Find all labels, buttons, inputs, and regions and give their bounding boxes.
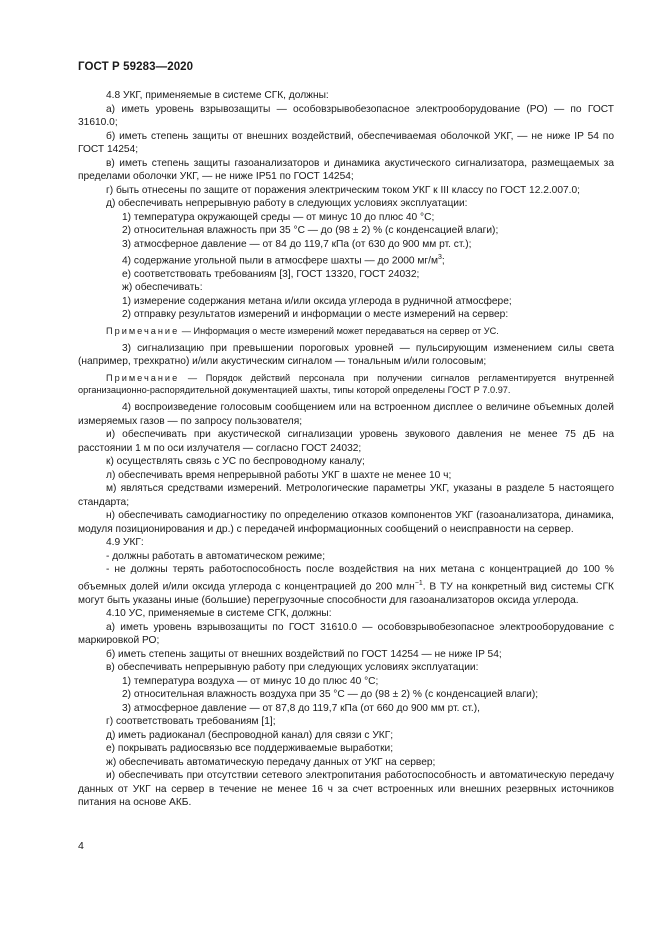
note-2-label: Примечание [106, 372, 180, 383]
item-4-8-zh-2: 2) отправку результатов измерений и информации о месте измерений на сервер: [122, 309, 509, 321]
item-4-8-zh-1: 1) измерение содержания метана и/или оксида углерода в рудничной атмосфере; [122, 295, 512, 307]
item-4-10-i: и) обеспечивать при отсутствии сетевого электропитания работоспособность и автоматическую передачу данных от УКГ на сервер в течение не менее 16 ч за счет встроенных или внешних резервных источников питания на основе АКБ. [78, 770, 614, 809]
note-1: Примечание — Информация о месте измерений может передаваться на сервер от УС. [106, 325, 499, 336]
item-4-9-2: - не должны терять работоспособность после воздействия на них метана с концентрацией до 100 % объемных долей и/или оксида углерода с концентрацией до 200 млн$^{-1}$. В ТУ на конкретный вид системы СГК могут быть указаны иные (большие) перегрузочные способности для газоанализаторов оксида углерода. [78, 564, 614, 606]
item-4-10-d: д) иметь радиоканал (беспроводной канал) для связи с УКГ; [106, 729, 394, 741]
item-4-8-d: д) обеспечивать непрерывную работу в следующих условиях эксплуатации: [106, 198, 468, 209]
item-4-8-n: н) обеспечивать самодиагностику по определению отказов компонентов УКГ (газоанализатора, динамика, модуля позиционирования и др.) с передачей информационных сообщений о неисправности на сервер. [78, 510, 614, 535]
section-4-9-title: 4.9 УКГ: [106, 537, 144, 549]
item-4-8-b: б) иметь степень защиты от внешних воздействий, обеспечиваемая оболочкой УКГ, — не ниже IP 54 по ГОСТ 14254; [78, 130, 614, 155]
item-4-10-b: б) иметь степень защиты от внешних воздействий по ГОСТ 14254 — не ниже IP 54; [106, 648, 502, 660]
item-4-10-e: е) покрывать радиосвязью все поддерживаемые выработки; [106, 743, 394, 755]
item-4-8-i: и) обеспечивать при акустической сигнализации уровень звукового давления не менее 75 дБ на расстоянии 1 м по оси излучателя — согласно ГОСТ 24032; [78, 429, 614, 454]
item-4-10-v-2: 2) относительная влажность воздуха при 35 °С — до (98 ± 2) % (с конденсацией влаги); [122, 689, 539, 701]
item-4-8-d-1: 1) температура окружающей среды — от минус 10 до плюс 40 °С; [122, 211, 435, 223]
section-4-8-title: 4.8 УКГ, применяемые в системе СГК, должны: [106, 90, 329, 101]
item-4-8-zh-4: 4) воспроизведение голосовым сообщением или на встроенном дисплее о величине объемных долей измеряемых газов — по запросу пользователя; [78, 402, 614, 427]
item-4-10-v-1: 1) температура воздуха — от минус 10 до плюс 40 °С; [122, 675, 379, 687]
item-4-8-g: г) быть отнесены по защите от поражения электрическим током УКГ к III классу по ГОСТ 12.2.007.0; [106, 184, 581, 196]
item-4-8-l: л) обеспечивать время непрерывной работы УКГ в шахте не менее 10 ч; [106, 469, 452, 481]
note-2: Примечание — Порядок действий персонала при получении сигналов регламентируется внутренней организационно-распорядительной документацией шахты, типы которой определены ГОСТ Р 7.0.97. [78, 372, 614, 396]
section-4-10-title: 4.10 УС, применяемые в системе СГК, должны: [106, 608, 332, 620]
item-4-8-zh-3: 3) сигнализацию при превышении пороговых уровней — пульсирующим изменением силы света (например, трехкратно) и/или акустическим сигналом — тональным и/или голосовым; [78, 342, 614, 368]
page-body [78, 89, 614, 810]
item-4-10-zh: ж) обеспечивать автоматическую передачу данных от УКГ на сервер; [106, 756, 436, 768]
item-4-8-e: е) соответствовать требованиям [3], ГОСТ 13320, ГОСТ 24032; [122, 268, 420, 280]
item-4-8-d-2: 2) относительная влажность при 35 °С — до (98 ± 2) % (с конденсацией влаги); [122, 225, 499, 236]
item-4-9-1: - должны работать в автоматическом режиме; [106, 550, 326, 562]
item-4-10-v: в) обеспечивать непрерывную работу при следующих условиях эксплуатации: [106, 662, 479, 674]
item-4-8-d-4: 4) содержание угольной пыли в атмосфере шахты — до 2000 $мг/м^3$; [122, 254, 445, 267]
item-4-8-a: а) иметь уровень взрывозащиты — особовзрывобезопасное электрооборудование (РО) — по ГОСТ 31610.0; [78, 103, 614, 128]
item-4-8-m: м) являться средствами измерений. Метрологические параметры УКГ, указаны в разделе 5 настоящего стандарта; [78, 483, 614, 508]
page-number: 4 [78, 840, 84, 852]
item-4-10-a: а) иметь уровень взрывозащиты по ГОСТ 31610.0 — особовзрывобезопасное электрооборудование с маркировкой РО; [78, 621, 614, 647]
document-header: ГОСТ Р 59283—2020 [78, 61, 194, 73]
item-4-8-v: в) иметь степень защиты газоанализаторов и динамика акустического сигнализатора, размещаемых за пределами оболочки УКГ, — не ниже IP51 по ГОСТ 14254; [78, 157, 614, 182]
item-4-8-d-3: 3) атмосферное давление — от 84 до 119,7 кПа (от 630 до 900 мм рт. ст.); [122, 238, 472, 250]
item-4-10-g: г) соответствовать требованиям [1]; [106, 716, 276, 728]
item-4-8-zh: ж) обеспечивать: [122, 282, 203, 294]
item-4-10-v-3: 3) атмосферное давление — от 87,8 до 119,7 кПа (от 660 до 900 мм рт. ст.), [122, 702, 480, 714]
item-4-8-k: к) осуществлять связь с УС по беспроводному каналу; [106, 456, 365, 468]
note-1-label: Примечание [106, 325, 180, 336]
